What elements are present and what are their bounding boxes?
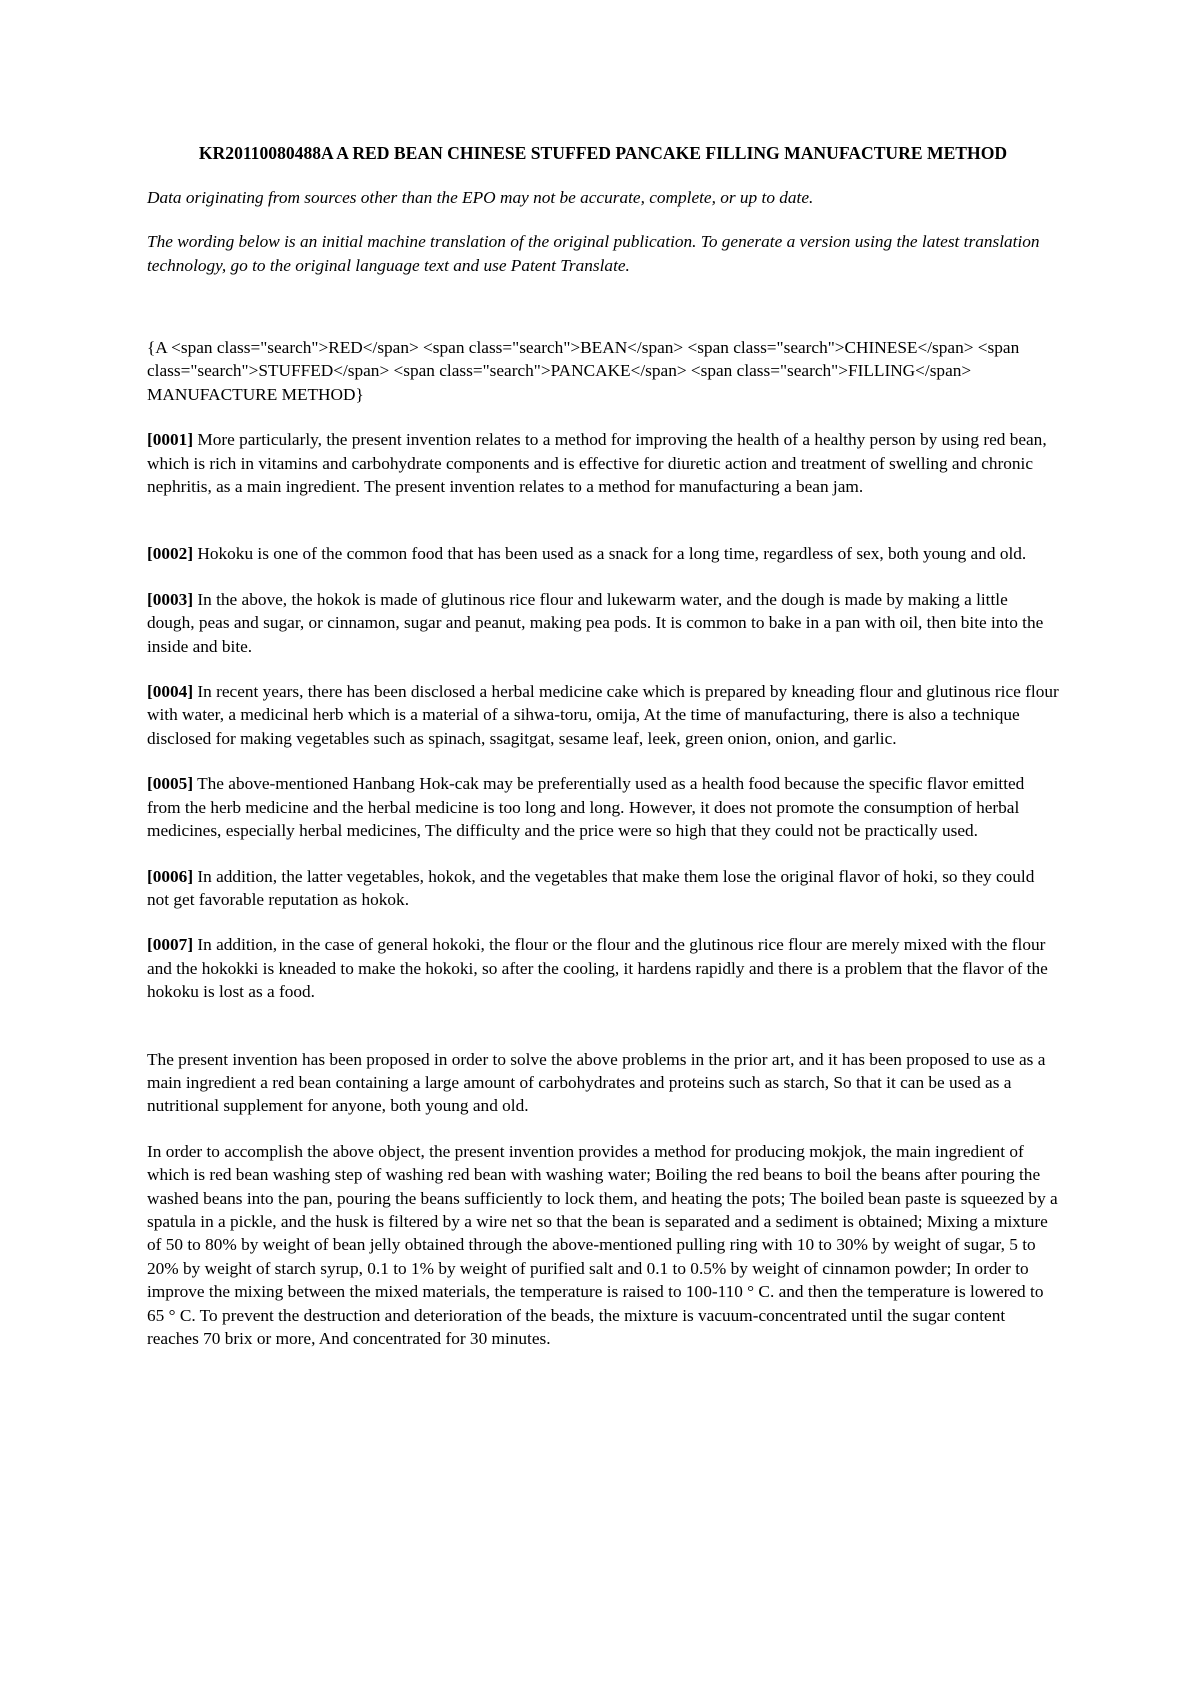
raw-title-text: {A <span class="search">RED</span> <span class="search">BEAN</span> <span class="search">CHINESE</span> <span class="search">STUFFED</span> <span class="search">PANCAKE</span> <span class="search">FILLING</span> MANUFACTURE METHOD} — [147, 338, 1020, 404]
paragraph-0007 — [147, 933, 1059, 1003]
paragraph-text: In the above, the hokok is made of glutinous rice flour and lukewarm water, and the dough is made by making a little dough, peas and sugar, or cinnamon, sugar and peanut, making pea pods. It is common to bake in a pan with oil, then bite into the inside and bite. — [147, 589, 1044, 656]
paragraph-text: Hokoku is one of the common food that has been used as a snack for a long time, regardless of sex, both young and old. — [193, 544, 1027, 564]
body-paragraph: The present invention has been proposed in order to solve the above problems in the prior art, and it has been proposed to use as a main ingredient a red bean containing a large amount of carbohydrates and proteins such as starch, So that it can be used as a nutritional supplement for anyone, both young and old. — [147, 1049, 1046, 1116]
paragraph-text: More particularly, the present invention relates to a method for improving the health of a healthy person by using red bean, which is rich in vitamins and carbohydrate components and is effective for diuretic action and treatment of swelling and chronic nephritis, as a main ingredient. The present invention relates to a method for manufacturing a bean jam. — [147, 430, 1047, 497]
paragraph-text: In recent years, there has been disclosed a herbal medicine cake which is prepared by kneading flour and glutinous rice flour with water, a medicinal herb which is a material of a sihwa-toru, omija, At the time of manufacturing, there is also a technique disclosed for making vegetables such as spinach, ssagitgat, sesame leaf, leek, green onion, onion, and garlic. — [147, 682, 1059, 748]
paragraph-number: [0005] — [147, 774, 194, 794]
paragraph-0004 — [147, 680, 1059, 750]
paragraph-number: [0006] — [147, 866, 194, 886]
data-source-notice: Data originating from sources other than the EPO may not be accurate, complete, or up to date. — [147, 187, 814, 207]
paragraph-number: [0001] — [147, 430, 194, 450]
paragraph-0002 — [147, 542, 1059, 565]
paragraph-0005 — [147, 772, 1059, 842]
paragraph-text: In addition, the latter vegetables, hokok, and the vegetables that make them lose the original flavor of hoki, so they could not get favorable reputation as hokok. — [147, 866, 1035, 909]
paragraph-0003 — [147, 588, 1059, 658]
paragraph-number: [0004] — [147, 682, 194, 702]
paragraph-number: [0007] — [147, 935, 194, 955]
paragraph-number: [0003] — [147, 589, 194, 609]
document-title: KR20110080488A A RED BEAN CHINESE STUFFED PANCAKE FILLING MANUFACTURE METHOD — [198, 143, 1008, 163]
paragraph-number: [0002] — [147, 544, 194, 564]
machine-translation-notice: The wording below is an initial machine translation of the original publication. To generate a version using the latest translation technology, go to the original language text and use Patent Translate. — [147, 232, 1040, 275]
body-paragraph: In order to accomplish the above object, the present invention provides a method for producing mokjok, the main ingredient of which is red bean washing step of washing red bean with washing water; Boiling the red beans to boil the beans after pouring the washed beans into the pan, pouring the beans sufficiently to lock them, and heating the pots; The boiled bean paste is squeezed by a spatula in a pickle, and the husk is filtered by a wire net so that the bean is separated and a sediment is obtained; Mixing a mixture of 50 to 80% by weight of bean jelly obtained through the above-mentioned pulling ring with 10 to 30% by weight of sugar, 5 to 20% by weight of starch syrup, 0.1 to 1% by weight of purified salt and 0.1 to 0.5% by weight of cinnamon powder; In order to improve the mixing between the mixed materials, the temperature is raised to 100-110 ° C. and then the temperature is lowered to 65 ° C. To prevent the destruction and deterioration of the beads, the mixture is vacuum-concentrated until the sugar content reaches 70 brix or more, And concentrated for 30 minutes. — [147, 1141, 1058, 1349]
paragraph-0001 — [147, 428, 1059, 498]
paragraph-0006 — [147, 865, 1059, 912]
paragraph-text: The above-mentioned Hanbang Hok-cak may be preferentially used as a health food because the specific flavor emitted from the herb medicine and the herbal medicine is too long and long. However, it does not promote the consumption of herbal medicines, especially herbal medicines, The difficulty and the price were so high that they could not be practically used. — [147, 774, 1025, 841]
paragraph-text: In addition, in the case of general hokoki, the flour or the flour and the glutinous rice flour are merely mixed with the flour and the hokokki is kneaded to make the hokoki, so after the cooling, it hardens rapidly and there is a problem that the flavor of the hokoku is lost as a food. — [147, 935, 1048, 1002]
document-page — [147, 142, 1059, 1372]
